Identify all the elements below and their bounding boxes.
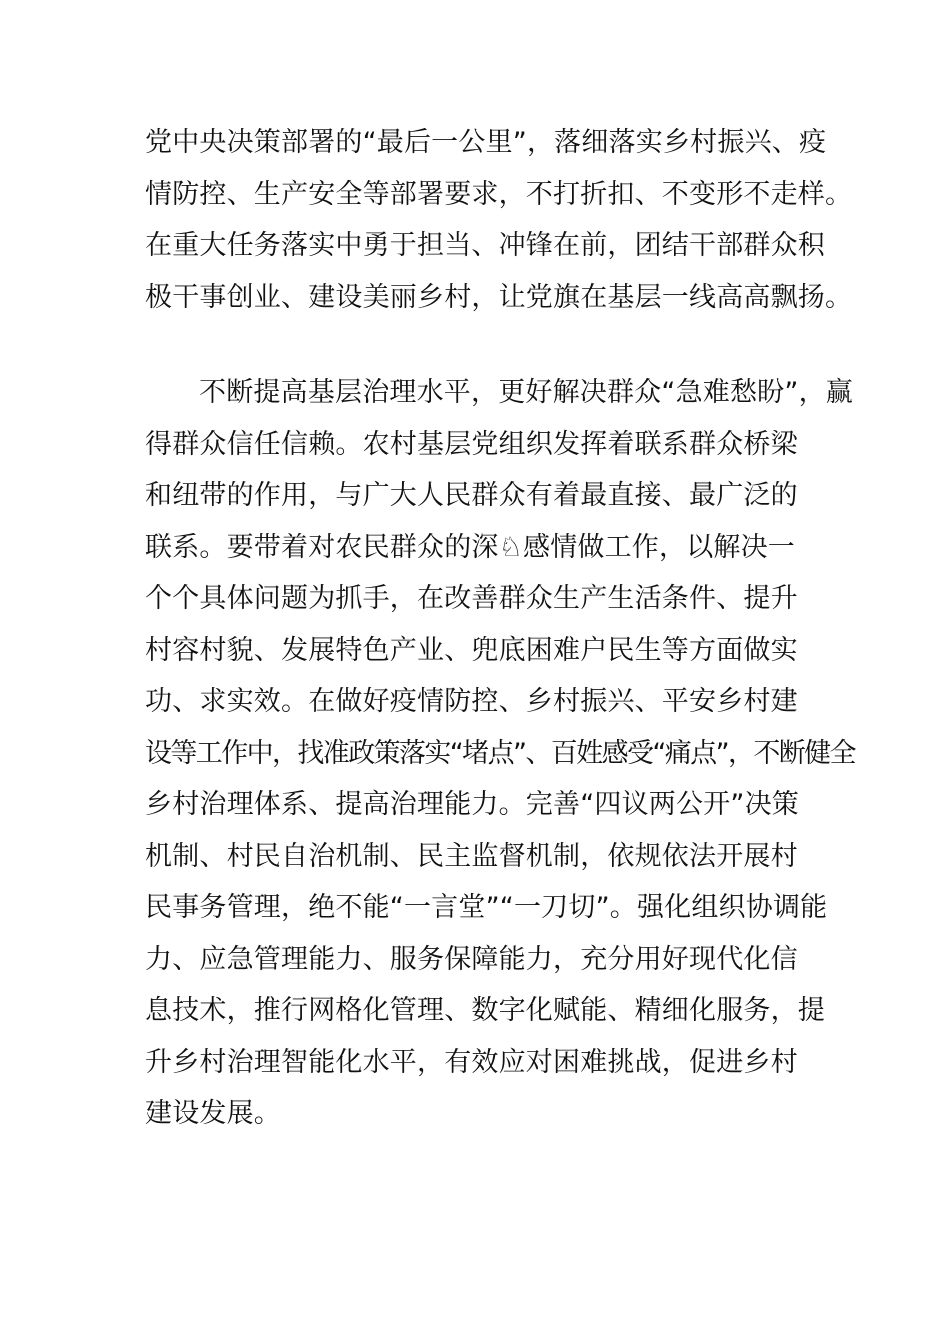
paragraph-line: 民事务管理，绝不能“一言堂”“一刀切”。强化组织协调能 (145, 892, 828, 923)
paragraph-line: 设等工作中，找准政策落实“堵点”、百姓感受“痛点”，不断健全 (145, 737, 855, 769)
paragraph-line: 建设发展。 (145, 1098, 281, 1129)
paragraph-line: 息技术，推行网格化管理、数字化赋能、精细化服务，提 (145, 995, 825, 1026)
paragraph-line: 不断提高基层治理水平，更好解决群众“急难愁盼”，赢 (199, 377, 853, 408)
paragraph-line: 个个具体问题为抓手，在改善群众生产生活条件、提升 (145, 583, 798, 614)
paragraph-line: 乡村治理体系、提高治理能力。完善“四议两公开”决策 (145, 789, 799, 820)
paragraph-line: 升乡村治理智能化水平，有效应对困难挑战，促进乡村 (145, 1046, 798, 1078)
paragraph-line: 得群众信任信赖。农村基层党组织发挥着联系群众桥梁 (145, 428, 798, 460)
paragraph-line: 党中央决策部署的“最后一公里”，落细落实乡村振兴、疫 (145, 127, 827, 158)
paragraph-1 (145, 117, 853, 323)
paragraph-2 (145, 367, 855, 1140)
paragraph-line: 和纽带的作用，与广大人民群众有着最直接、最广泛的 (145, 480, 798, 511)
paragraph-line: 在重大任务落实中勇于担当、冲锋在前，团结干部群众积 (145, 230, 825, 261)
paragraph-line: 力、应急管理能力、服务保障能力，充分用好现代化信 (145, 943, 798, 975)
paragraph-line: 村容村貌、发展特色产业、兜底困难户民生等方面做实 (145, 634, 798, 666)
paragraph-line: 情防控、生产安全等部署要求，不打折扣、不变形不走样。 (145, 178, 853, 210)
paragraph-line: 极干事创业、建设美丽乡村，让党旗在基层一线高高飘扬。 (145, 281, 853, 313)
paragraph-line: 联系。要带着对农民群众的深♘感情做工作，以解决一 (145, 531, 796, 563)
paragraph-line: 机制、村民自治机制、民主监督机制，依规依法开展村 (145, 840, 798, 872)
paragraph-line: 功、求实效。在做好疫情防控、乡村振兴、平安乡村建 (145, 686, 798, 717)
